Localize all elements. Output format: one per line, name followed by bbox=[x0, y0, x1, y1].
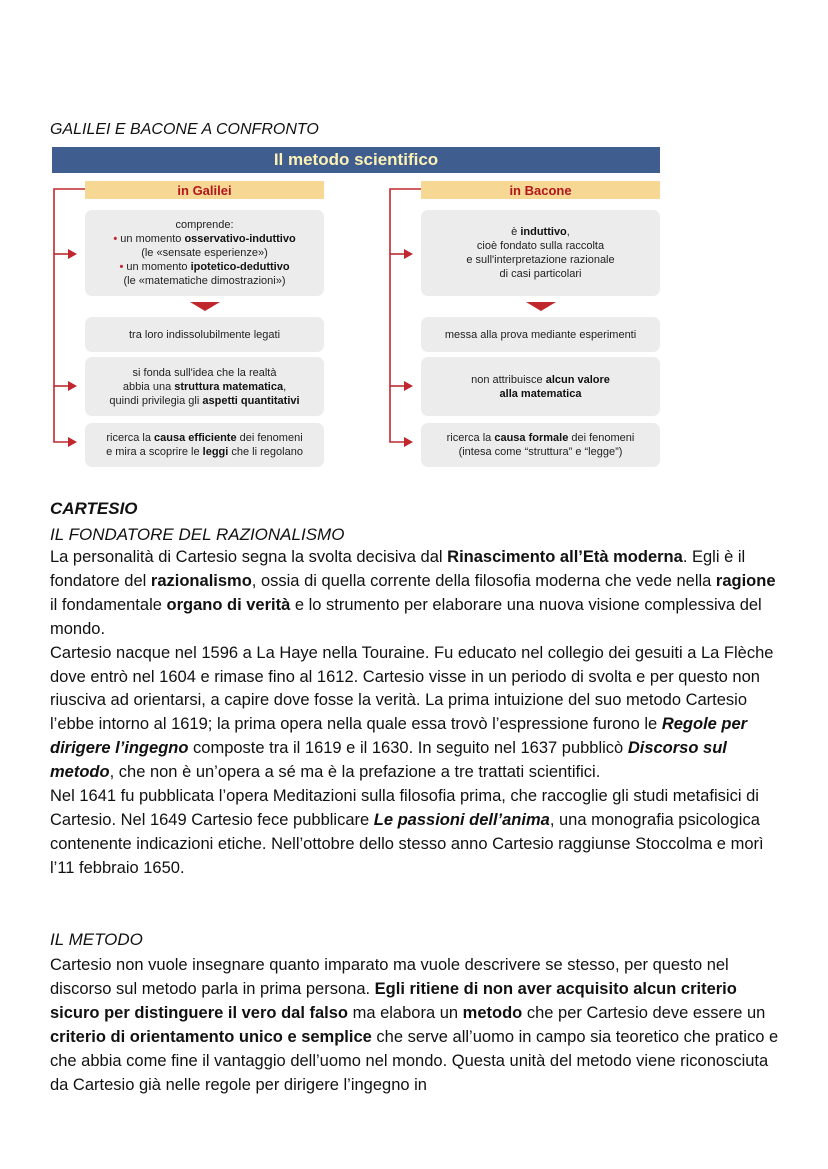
bold-text: induttivo bbox=[520, 226, 567, 238]
text-span: che per Cartesio deve essere un bbox=[522, 1003, 766, 1022]
down-arrow-icon bbox=[190, 302, 220, 311]
text-span: che serve all’uomo in campo sia teoretico che pratico e che abbia come fine il vantaggio dell’uomo nel mondo. Questa unità del metodo viene riconosciuta da Cartesio già nelle regole per dirigere l’ingegno in bbox=[50, 1027, 779, 1094]
text-line bbox=[500, 387, 582, 401]
text-line: messa alla prova mediante esperimenti bbox=[444, 328, 637, 341]
bacone-box-esperimenti bbox=[421, 317, 660, 352]
bold-text: ragione bbox=[715, 571, 776, 590]
section-heading-compare: GALILEI E BACONE A CONFRONTO bbox=[50, 121, 319, 138]
bold-text: aspetti quantitativi bbox=[202, 394, 300, 407]
bold-text: osservativo-induttivo bbox=[184, 233, 296, 245]
text-span: , che non è un’opera a sé ma è la prefazione a tre trattati scientifici. bbox=[109, 763, 601, 782]
text-span: non attribuisce bbox=[471, 373, 546, 386]
bold-text: metodo bbox=[462, 1003, 523, 1022]
text-span: La personalità di Cartesio segna la svolta decisiva dal bbox=[50, 548, 448, 566]
text-span: un momento bbox=[126, 261, 191, 273]
header-bacone: in Bacone bbox=[421, 181, 660, 199]
bold-italic-text: Le passioni dell’anima bbox=[373, 810, 550, 829]
text-line bbox=[123, 380, 286, 394]
diagram-title: Il metodo scientifico bbox=[52, 147, 660, 173]
text-span: , una monografia psicologica contenente indicazioni etiche. Nell’ottobre dello stesso anno Cartesio raggiunse Stoccolma e morì l’11 febbraio 1650. bbox=[50, 810, 764, 877]
text-line: si fonda sull'idea che la realtà bbox=[132, 366, 277, 379]
bullet: • bbox=[113, 233, 118, 245]
header-galilei: in Galilei bbox=[85, 181, 324, 199]
bold-text: criterio di orientamento unico e semplice bbox=[50, 1027, 372, 1046]
galilei-box-struttura bbox=[85, 357, 324, 416]
text-span: Cartesio non vuole insegnare quanto imparato ma vuole descrivere se stesso, per questo nel discorso sul metodo parla in prima persona. bbox=[50, 956, 729, 998]
text-line bbox=[511, 225, 570, 239]
down-arrow-icon bbox=[526, 302, 556, 311]
text-line: (le «matematiche dimostrazioni») bbox=[123, 275, 286, 287]
text-line bbox=[471, 373, 610, 387]
galilei-box-legati bbox=[85, 317, 324, 352]
text-span: composte tra il 1619 e il 1630. In seguito nel 1637 pubblicò bbox=[188, 739, 628, 758]
text-span: Cartesio nacque nel 1596 a La Haye nella Touraine. Fu educato nel collegio dei gesuiti a La Flèche dove entrò nel 1604 e rimase fino al 1612. Cartesio visse in un periodo di svolta e per questo non riusciva ad orientarsi, a capire dove fosse la verità. La prima intuizione del suo metodo Cartesio l’ebbe intorno al 1619; la prima opera nella quale essa trovò l’espressione furono le bbox=[50, 643, 774, 734]
text-span: . Egli è il fondatore del bbox=[50, 548, 746, 590]
text-line: comprende: bbox=[175, 219, 234, 231]
bold-text: causa efficiente bbox=[154, 432, 237, 444]
text-line: e sull'interpretazione razionale bbox=[466, 254, 615, 266]
text-span: , bbox=[566, 226, 570, 238]
bold-text: leggi bbox=[202, 446, 229, 458]
text-span: e lo strumento per elaborare una nuova visione complessiva del mondo. bbox=[50, 595, 762, 638]
scientific-method-diagram bbox=[50, 146, 662, 474]
text-span: e mira a scoprire le bbox=[106, 446, 203, 458]
bold-text: causa formale bbox=[494, 432, 569, 444]
bold-text: alla matematica bbox=[499, 387, 582, 400]
subheading-metodo: IL METODO bbox=[50, 930, 143, 949]
text-span: ma elabora un bbox=[348, 1003, 463, 1022]
bold-text: Egli ritiene di non aver acquisito alcun criterio sicuro per distinguere il vero dal falso bbox=[50, 979, 737, 1022]
text-span: , ossia di quella corrente della filosofia moderna che vede nella bbox=[251, 571, 716, 590]
bold-text: alcun valore bbox=[545, 373, 610, 386]
galilei-box-comprende bbox=[85, 210, 324, 296]
subheading-fondatore: IL FONDATORE DEL RAZIONALISMO bbox=[50, 525, 345, 544]
section-title-cartesio: CARTESIO bbox=[50, 499, 138, 518]
text-line bbox=[447, 431, 635, 445]
text-span: è bbox=[511, 226, 521, 238]
text-line bbox=[113, 232, 295, 246]
bold-text: Rinascimento all’Età moderna bbox=[447, 548, 683, 566]
paragraph-cartesio-intro bbox=[50, 546, 785, 881]
text-span: il fondamentale bbox=[50, 595, 167, 614]
text-span: ricerca la bbox=[106, 432, 155, 444]
bold-text: razionalismo bbox=[150, 571, 252, 590]
text-line bbox=[109, 394, 299, 408]
bold-text: ipotetico-deduttivo bbox=[190, 261, 290, 273]
text-line: (le «sensate esperienze») bbox=[141, 247, 268, 259]
text-line: di casi particolari bbox=[499, 268, 582, 280]
bullet: • bbox=[119, 261, 124, 273]
bacone-box-induttivo bbox=[421, 210, 660, 296]
bacone-box-causa bbox=[421, 423, 660, 467]
text-span: dei fenomeni bbox=[236, 432, 303, 444]
text-span: abbia una bbox=[122, 380, 175, 393]
text-span: Nel 1641 fu pubblicata l’opera Meditazioni sulla filosofia prima, che raccoglie gli studi metafisici di Cartesio. Nel 1649 Cartesio fece pubblicare bbox=[50, 787, 759, 829]
text-line bbox=[106, 431, 302, 445]
text-line: (intesa come “struttura” e “legge”) bbox=[458, 446, 623, 458]
text-span: dei fenomeni bbox=[568, 432, 635, 444]
text-line bbox=[106, 445, 303, 459]
text-line: cioè fondato sulla raccolta bbox=[476, 240, 605, 252]
text-span: quindi privilegia gli bbox=[109, 394, 203, 407]
bold-text: struttura matematica bbox=[174, 380, 284, 393]
galilei-box-causa bbox=[85, 423, 324, 467]
bold-text: organo di verità bbox=[166, 595, 291, 614]
text-span: , bbox=[283, 380, 287, 393]
text-line bbox=[119, 260, 289, 274]
text-span: un momento bbox=[120, 233, 185, 245]
text-span: che li regolano bbox=[228, 446, 303, 458]
paragraph-metodo bbox=[50, 954, 785, 1097]
bold-italic-text: Discorso sul metodo bbox=[50, 739, 727, 782]
bacone-box-matematica bbox=[421, 357, 660, 416]
text-span: ricerca la bbox=[446, 432, 495, 444]
bold-italic-text: Regole per dirigere l’ingegno bbox=[50, 715, 748, 758]
text-line: tra loro indissolubilmente legati bbox=[128, 328, 281, 341]
